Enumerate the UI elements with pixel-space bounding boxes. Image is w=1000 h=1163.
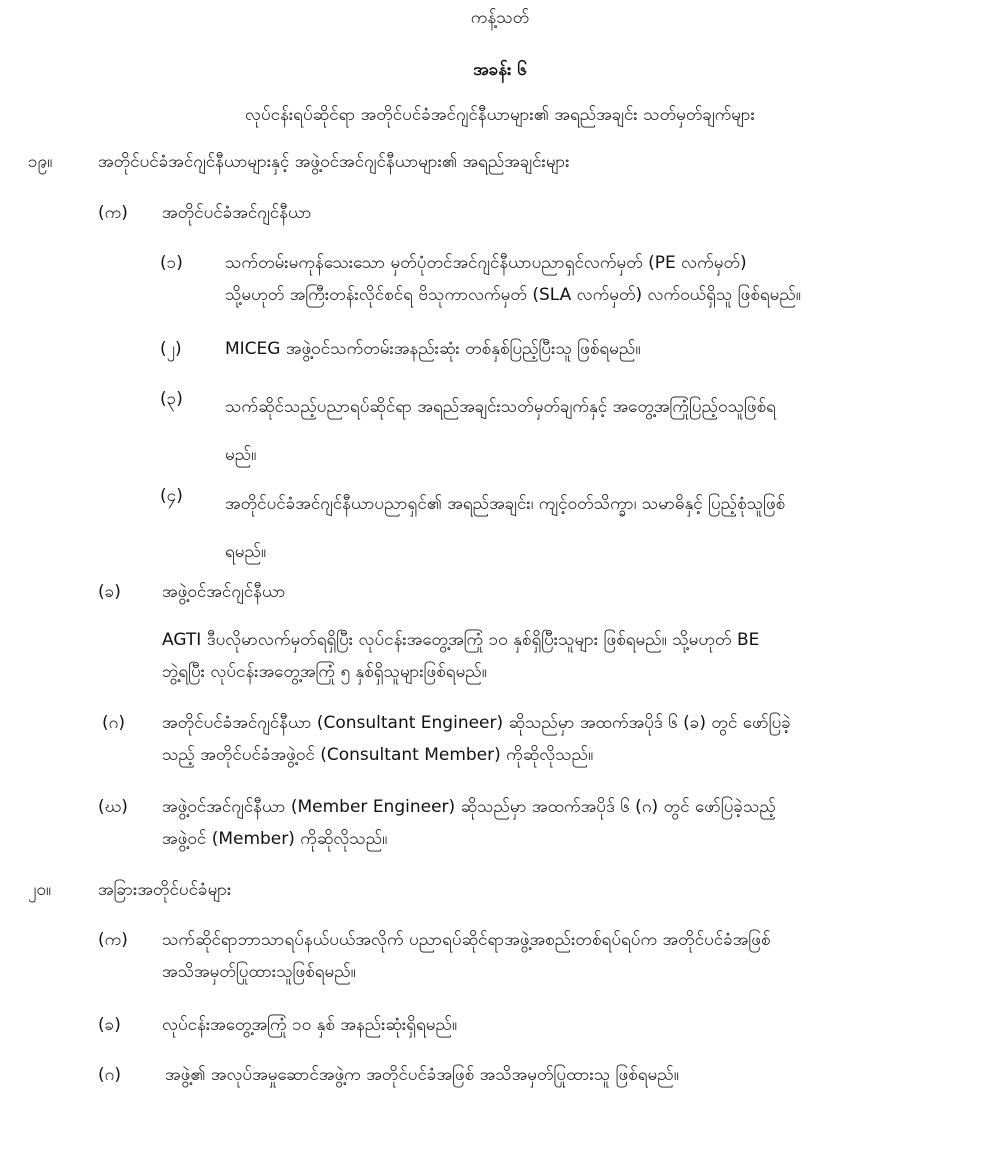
section-19-number: ၁၉။ [28,152,53,172]
item-4-line-1: အတိုင်ပင်ခံအင်ဂျင်နီယာပညာရှင်၏ အရည်အချင်း၊ ကျင့်ဝတ်သိက္ခာ၊ သမာဓိနှင့် ပြည့်စုံသူဖြစ် [225,494,786,514]
sub-gha-text [162,791,945,855]
section-20-number: ၂၀။ [28,880,52,900]
sub-ga-line-2: သည့် အတိုင်ပင်ခံအဖွဲ့ဝင် (Consultant Member) ကိုဆိုလိုသည်။ [162,745,594,765]
sub-kha-label: (ခ) [98,582,121,602]
item-1-text [225,247,945,311]
sub-kha-line-2: ဘွဲ့ရပြီး လုပ်ငန်းအတွေ့အကြုံ ၅ နှစ်ရှိသူများဖြစ်ရမည်။ [162,662,487,682]
sub-ga-label: (ဂ) [102,713,125,733]
sec20-ka-line-2: အသိအမှတ်ပြုထားသူဖြစ်ရမည်။ [162,962,356,982]
item-1-number: (၁) [160,253,183,273]
item-1-line-1: သက်တမ်းမကုန်သေးသော မှတ်ပုံတင်အင်ဂျင်နီယာပညာရှင်လက်မှတ် (PE လက်မှတ်) [225,253,747,273]
sec20-ka-line-1: သက်ဆိုင်ရာဘာသာရပ်နယ်ပယ်အလိုက် ပညာရပ်ဆိုင်ရာအဖွဲ့အစည်းတစ်ရပ်ရပ်က အတိုင်ပင်ခံအဖြစ် [162,930,771,950]
sec20-ga-text: အဖွဲ့၏ အလုပ်အမှုဆောင်အဖွဲ့က အတိုင်ပင်ခံအဖြစ် အသိအမှတ်ပြုထားသူ ဖြစ်ရမည်။ [165,1065,679,1085]
item-3-text [225,383,945,479]
section-19-heading: အတိုင်ပင်ခံအင်ဂျင်နီယာများနှင့် အဖွဲ့ဝင်အင်ဂျင်နီယာများ၏ အရည်အချင်းများ [98,152,570,172]
section-20-heading: အခြားအတိုင်ပင်ခံများ [98,880,232,900]
item-2-text: MICEG အဖွဲ့ဝင်သက်တမ်းအနည်းဆုံး တစ်နှစ်ပြည့်ပြီးသူ ဖြစ်ရမည်။ [225,339,641,359]
sec20-ka-text [162,924,945,988]
sub-ka-label: (က) [98,203,128,223]
sub-ga-text [162,707,945,771]
sub-ga-line-1: အတိုင်ပင်ခံအင်ဂျင်နီယာ (Consultant Engineer) ဆိုသည်မှာ အထက်အပိုဒ် ၆ (ခ) တွင် ဖော်ပြခဲ့ [162,713,791,733]
item-4-text [225,480,945,576]
item-3-number: (၃) [160,389,183,409]
sub-gha-label: (ဃ) [98,797,128,817]
item-4-number: (၄) [160,486,183,506]
sub-kha-text [162,624,945,688]
item-2-number: (၂) [160,339,182,359]
sub-kha-heading: အဖွဲ့ဝင်အင်ဂျင်နီယာ [162,582,286,602]
sub-kha-line-1: AGTI ဒီပလိုမာလက်မှတ်ရရှိပြီး လုပ်ငန်းအတွေ့အကြုံ ၁၀ နှစ်ရှိပြီးသူများ ဖြစ်ရမည်။ သို့မဟုတ် BE [162,630,760,650]
item-3-line-1: သက်ဆိုင်သည့်ပညာရပ်ဆိုင်ရာ အရည်အချင်းသတ်မှတ်ချက်နှင့် အတွေ့အကြုံပြည့်ဝသူဖြစ်ရ [225,397,776,417]
sec20-kha-label: (ခ) [98,1015,121,1035]
item-4-line-2: ရမည်။ [225,542,267,562]
chapter-title: အခန်း ၆ [473,60,527,80]
item-1-line-2: သို့မဟုတ် အကြီးတန်းလိုင်စင်ရ ဗိသုကာလက်မှတ် (SLA လက်မှတ်) လက်ဝယ်ရှိသူ ဖြစ်ရမည်။ [225,285,801,305]
item-3-line-2: မည်။ [225,445,257,465]
sub-gha-line-2: အဖွဲ့ဝင် (Member) ကိုဆိုလိုသည်။ [162,829,388,849]
sec20-ka-label: (က) [98,930,128,950]
sec20-kha-text: လုပ်ငန်းအတွေ့အကြုံ ၁၀ နှစ် အနည်းဆုံးရှိရမည်။ [162,1015,458,1035]
running-head: ကန့်သတ် [470,8,530,28]
sub-ka-heading: အတိုင်ပင်ခံအင်ဂျင်နီယာ [162,203,312,223]
sub-gha-line-1: အဖွဲ့ဝင်အင်ဂျင်နီယာ (Member Engineer) ဆိုသည်မှာ အထက်အပိုဒ် ၆ (ဂ) တွင် ဖော်ပြခဲ့သည့် [162,797,776,817]
sec20-ga-label: (ဂ) [98,1065,121,1085]
page-title: လုပ်ငန်းရပ်ဆိုင်ရာ အတိုင်ပင်ခံအင်ဂျင်နီယာများ၏ အရည်အချင်း သတ်မှတ်ချက်များ [245,105,755,125]
